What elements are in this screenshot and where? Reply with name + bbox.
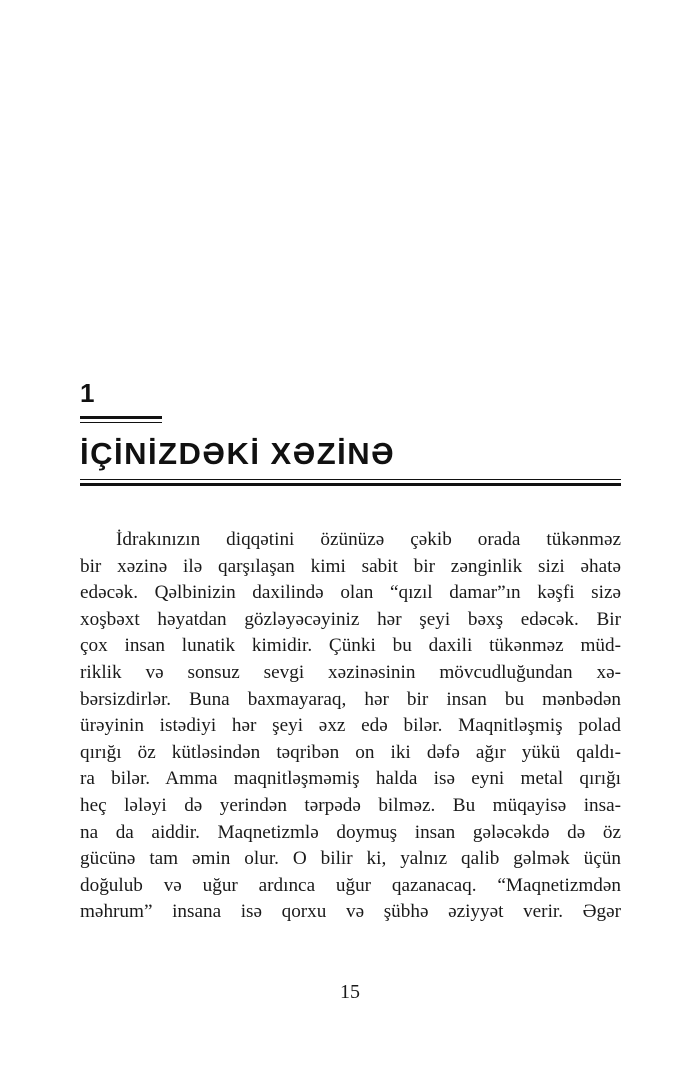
- text-line: məhrum” insana isə qorxu və şübhə əziyyət verir. Əgər: [80, 901, 621, 923]
- chapter-title: İÇİNİZDƏKİ XƏZİNƏ: [80, 436, 396, 471]
- text-line: gücünə tam əmin olur. O bilir ki, yalnız qalib gəlmək üçün: [80, 848, 621, 870]
- chapter-title-rule-thin: [80, 479, 621, 480]
- text-line: riklik və sonsuz sevgi xəzinəsinin mövcudluğundan xə-: [80, 661, 621, 683]
- chapter-title-rule-thick: [80, 483, 621, 486]
- chapter-number-rule-bottom: [80, 422, 162, 423]
- text-line: ürəyinin istədiyi hər şeyi əxz edə bilər. Maqnitləşmiş polad: [80, 715, 621, 737]
- body-paragraph: [80, 527, 621, 926]
- text-line: xoşbəxt həyatdan gözləyəcəyiniz hər şeyi bəxş edəcək. Bir: [80, 608, 621, 630]
- text-line: İdrakınızın diqqətini özünüzə çəkib orada tükənməz: [116, 529, 621, 550]
- text-line: heç lələyi də yerindən tərpədə bilməz. Bu müqayisə insa-: [80, 794, 621, 816]
- text-line: bir xəzinə ilə qarşılaşan kimi sabit bir zənginlik sizi əhatə: [80, 555, 621, 577]
- page-number: 15: [340, 981, 360, 1003]
- text-line: bərsizdirlər. Buna baxmayaraq, hər bir insan bu mənbədən: [80, 688, 621, 710]
- text-line: na da aiddir. Maqnetizmlə doymuş insan gələcəkdə də öz: [80, 821, 621, 843]
- text-line: qırığı öz kütləsindən təqribən on iki dəfə ağır yükü qaldı-: [80, 741, 621, 763]
- text-line: doğulub və uğur ardınca uğur qazanacaq. “Maqnetizmdən: [80, 874, 621, 896]
- text-line: ra bilər. Amma maqnitləşməmiş halda isə eyni metal qırığı: [80, 768, 621, 790]
- text-line: edəcək. Qəlbinizin daxilində olan “qızıl damar”ın kəşfi sizə: [80, 582, 621, 604]
- chapter-number: 1: [80, 378, 95, 408]
- text-line: çox insan lunatik kimidir. Çünki bu daxili tükənməz müd-: [80, 635, 621, 657]
- chapter-number-rule-top: [80, 416, 162, 419]
